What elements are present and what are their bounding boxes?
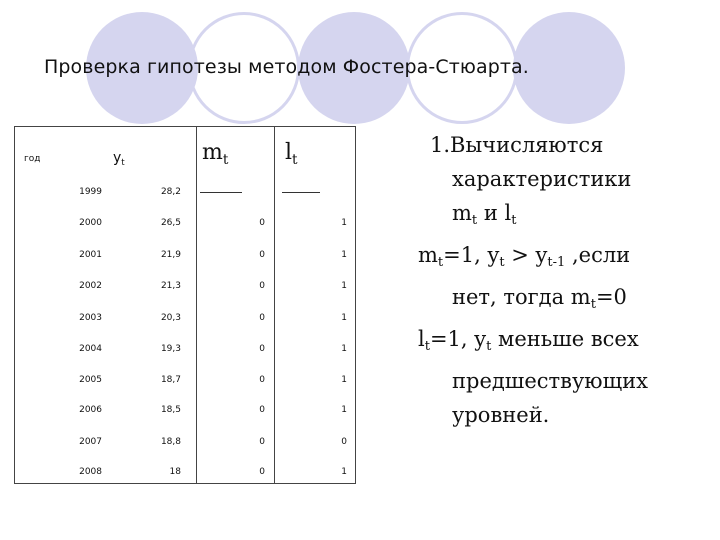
dash-l — [282, 192, 320, 193]
cell-year: 2003 — [79, 313, 102, 323]
cell-l: 1 — [341, 344, 347, 354]
cell-l: 0 — [341, 437, 347, 447]
note-line: lt=1, yt меньше всех — [418, 326, 639, 354]
cell-year: 2007 — [79, 437, 102, 447]
note-line: уровней. — [452, 402, 550, 427]
dash-m — [200, 192, 242, 193]
cell-y: 18,8 — [160, 437, 181, 447]
note-line: mt и lt — [452, 201, 517, 228]
decor-circle-5 — [513, 12, 625, 124]
note-line: mt=1, yt > yt-1 ,если — [418, 242, 631, 270]
cell-year: 2008 — [79, 467, 102, 477]
header-year: год — [24, 154, 41, 164]
cell-y: 19,3 — [160, 344, 181, 354]
explanation-text — [418, 128, 708, 432]
cell-m: 0 — [259, 437, 265, 447]
table-divider — [274, 126, 275, 484]
cell-y: 18,5 — [160, 405, 181, 415]
header-m: $m_t$ — [202, 140, 229, 168]
cell-l: 1 — [341, 313, 347, 323]
cell-m: 0 — [259, 344, 265, 354]
cell-y: 28,2 — [160, 187, 181, 197]
slide-title: Проверка гипотезы методом Фостера-Стюарта. — [44, 56, 529, 78]
header-l: $l_t$ — [285, 140, 298, 168]
cell-m: 0 — [259, 250, 265, 260]
cell-l: 1 — [341, 218, 347, 228]
note-line: предшествующих — [452, 368, 648, 393]
table-divider — [196, 126, 197, 484]
cell-year: 2002 — [79, 281, 102, 291]
cell-m: 0 — [259, 313, 265, 323]
cell-l: 1 — [341, 375, 347, 385]
cell-l: 1 — [341, 405, 347, 415]
cell-m: 0 — [259, 281, 265, 291]
cell-m: 0 — [259, 467, 265, 477]
cell-y: 21,9 — [160, 250, 181, 260]
header-y: $y_t$ — [113, 150, 125, 169]
cell-year: 2000 — [79, 218, 102, 228]
cell-year: 2001 — [79, 250, 102, 260]
cell-y: 21,3 — [160, 281, 181, 291]
cell-m: 0 — [259, 405, 265, 415]
data-table — [14, 126, 356, 484]
cell-m: 0 — [259, 218, 265, 228]
cell-y: 26,5 — [160, 218, 181, 228]
cell-y: 18 — [169, 467, 181, 477]
cell-year: 2005 — [79, 375, 102, 385]
cell-l: 1 — [341, 250, 347, 260]
note-line: 1.Вычисляются — [430, 133, 604, 157]
note-line: нет, тогда mt=0 — [452, 284, 627, 312]
cell-y: 20,3 — [160, 313, 181, 323]
note-line: характеристики — [452, 167, 632, 191]
cell-l: 1 — [341, 467, 347, 477]
cell-year: 2004 — [79, 344, 102, 354]
cell-year: 2006 — [79, 405, 102, 415]
cell-m: 0 — [259, 375, 265, 385]
cell-l: 1 — [341, 281, 347, 291]
cell-year: 1999 — [79, 187, 102, 197]
cell-y: 18,7 — [160, 375, 181, 385]
